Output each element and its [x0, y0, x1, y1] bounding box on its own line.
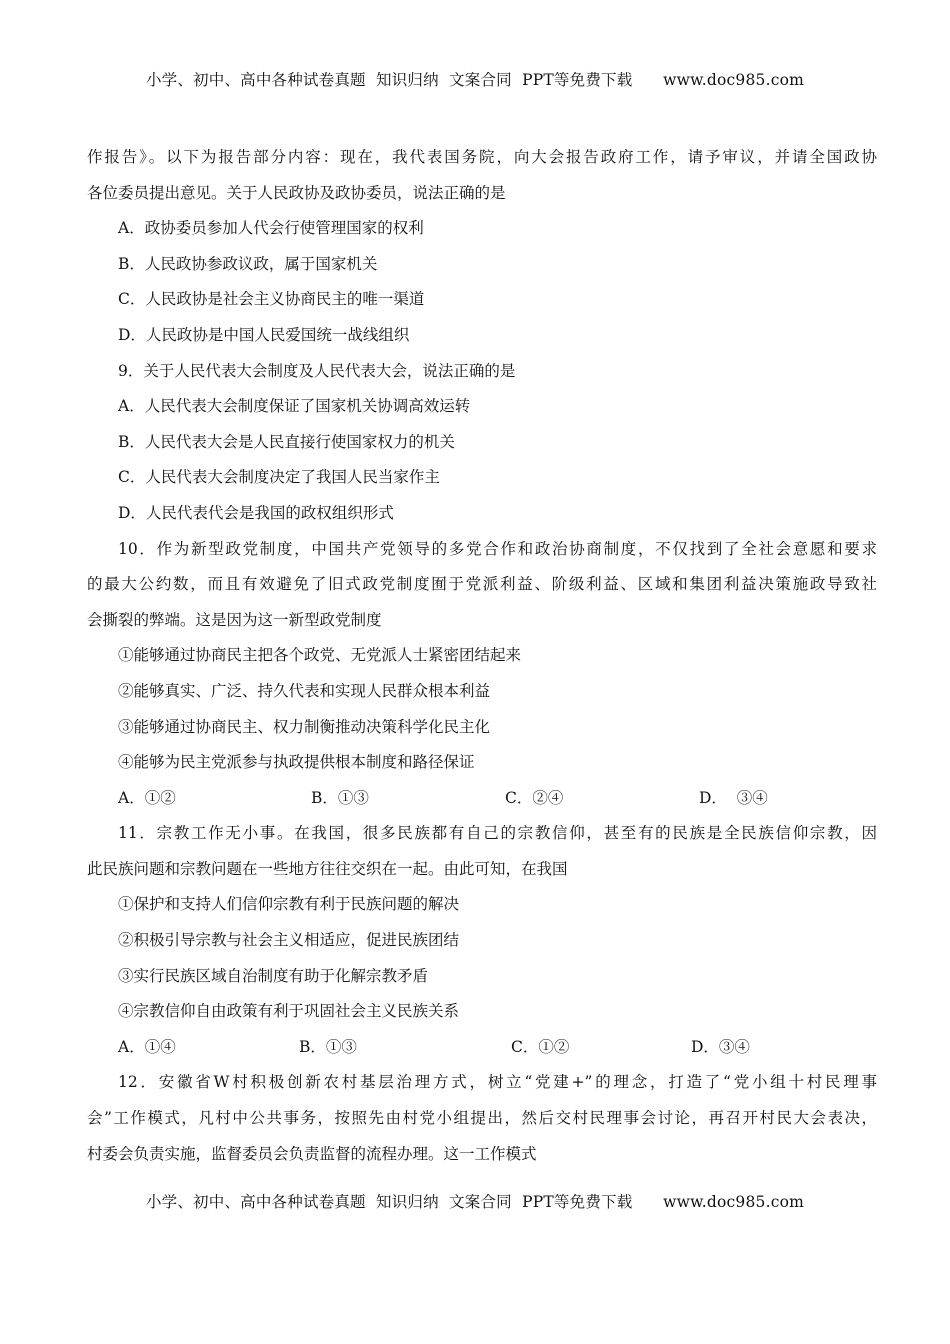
- q10-stem-line-3: 会撕裂的弊端。这是因为这一新型政党制度: [87, 610, 382, 629]
- q8-stem-line-1: 作报告》。以下为报告部分内容：现在，我代表国务院，向大会报告政府工作，请予审议，并请全国政协: [87, 148, 877, 166]
- q8-option-b: B．人民政协参政议政，属于国家机关: [118, 254, 378, 273]
- q9-stem: 9．关于人民代表大会制度及人民代表大会，说法正确的是: [118, 361, 516, 380]
- q11-choice-c: C．①②: [511, 1037, 570, 1056]
- q11-choices: [87, 1030, 877, 1066]
- q8-option-d: D．人民政协是中国人民爱国统一战线组织: [118, 325, 410, 344]
- q10-choice-d: D． ③④: [699, 788, 768, 807]
- q10-item-1: ①能够通过协商民主把各个政党、无党派人士紧密团结起来: [118, 646, 522, 665]
- q10-item-2: ②能够真实、广泛、持久代表和实现人民群众根本利益: [118, 681, 491, 700]
- q10-stem-line-1: 10．作为新型政党制度，中国共产党领导的多党合作和政治协商制度，不仅找到了全社会意愿和要求: [118, 539, 877, 558]
- q10-choice-b: B．①③: [311, 788, 369, 807]
- q10-choices: [87, 781, 877, 817]
- q10-item-3: ③能够通过协商民主、权力制衡推动决策科学化民主化: [118, 717, 491, 736]
- q10-stem-line-2: 的最大公约数，而且有效避免了旧式政党制度囿于党派利益、阶级利益、区域和集团利益决策施政导致社: [87, 575, 877, 594]
- q11-item-2: ②积极引导宗教与社会主义相适应，促进民族团结: [118, 931, 460, 950]
- q11-choice-b: B．①③: [299, 1037, 357, 1056]
- q12-stem-line-1: 12．安徽省W村积极创新农村基层治理方式，树立“党建+”的理念，打造了“党小组十村民理事: [118, 1073, 877, 1092]
- q11-item-3: ③实行民族区域自治制度有助于化解宗教矛盾: [118, 966, 429, 985]
- q8-option-c: C．人民政协是社会主义协商民主的唯一渠道: [118, 290, 425, 309]
- q9-option-a: A．人民代表大会制度保证了国家机关协调高效运转: [118, 397, 471, 416]
- q10-item-4: ④能够为民主党派参与执政提供根本制度和路径保证: [118, 753, 475, 772]
- q12-stem-line-2: 会”工作模式，凡村中公共事务，按照先由村党小组提出，然后交村民理事会讨论，再召开村民大会表决，: [87, 1109, 877, 1128]
- q11-stem-line-2: 此民族问题和宗教问题在一些地方往往交织在一起。由此可知，在我国: [87, 859, 568, 878]
- q11-stem-line-1: 11．宗教工作无小事。在我国，很多民族都有自己的宗教信仰，甚至有的民族是全民族信仰宗教，因: [118, 824, 877, 843]
- q10-choice-a: A．①②: [118, 788, 176, 807]
- q11-choice-d: D．③④: [691, 1037, 750, 1056]
- q11-item-4: ④宗教信仰自由政策有利于巩固社会主义民族关系: [118, 1002, 460, 1021]
- q9-option-c: C．人民代表大会制度决定了我国人民当家作主: [118, 468, 440, 487]
- q11-choice-a: A．①④: [118, 1037, 176, 1056]
- q9-option-b: B．人民代表大会是人民直接行使国家权力的机关: [118, 432, 455, 451]
- question-content: [87, 140, 877, 1172]
- page-footer: 小学、初中、高中各种试卷真题 知识归纳 文案合同 PPT等免费下载 www.doc985.com: [145, 1193, 805, 1211]
- q10-choice-c: C．②④: [505, 788, 564, 807]
- q12-stem-line-3: 村委会负责实施，监督委员会负责监督的流程办理。这一工作模式: [87, 1144, 537, 1163]
- q9-option-d: D．人民代表代会是我国的政权组织形式: [118, 503, 394, 522]
- q8-option-a: A．政协委员参加人代会行使管理国家的权利: [118, 219, 424, 238]
- page-header: 小学、初中、高中各种试卷真题 知识归纳 文案合同 PPT等免费下载 www.doc985.com: [145, 71, 805, 89]
- q8-stem-line-2: 各位委员提出意见。关于人民政协及政协委员，说法正确的是: [87, 183, 506, 202]
- q11-item-1: ①保护和支持人们信仰宗教有利于民族问题的解决: [118, 895, 460, 914]
